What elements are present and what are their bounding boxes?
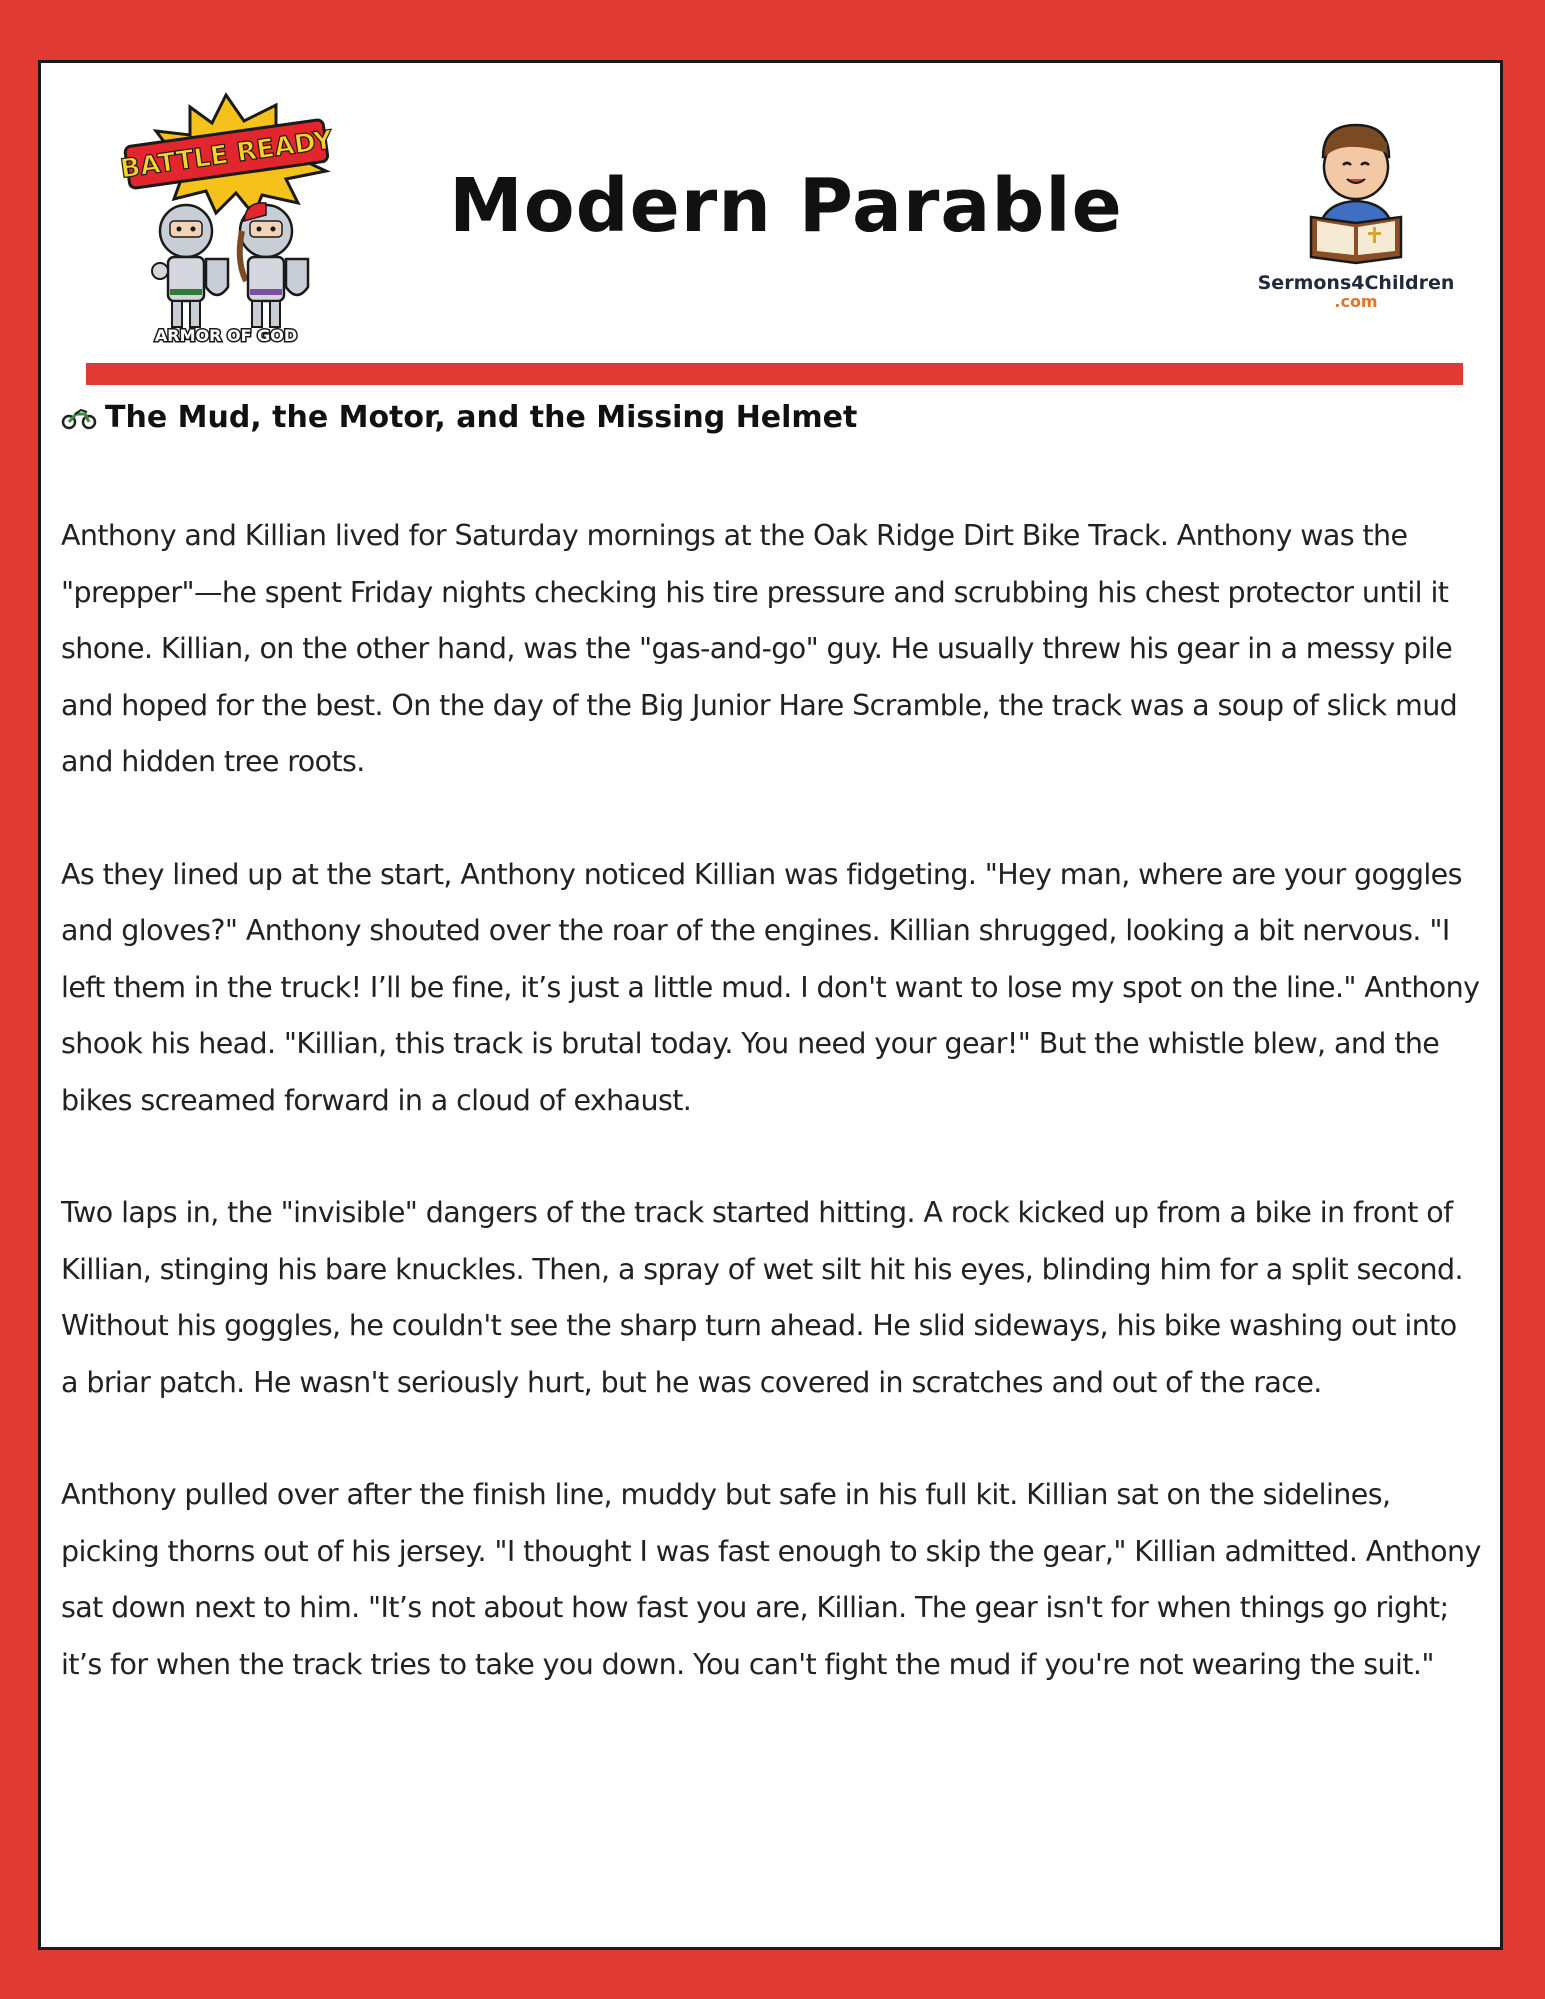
header-divider <box>86 363 1463 385</box>
story-heading <box>61 400 857 435</box>
brand-suffix: .com <box>1334 292 1378 311</box>
story-paragraph: As they lined up at the start, Anthony noticed Killian was fidgeting. "Hey man, where are your goggles and gloves?" Anthony shouted over the roar of the engines. Killian shrugged, looking a bit nervous. "I left them in the truck! I’ll be fine, it’s just a little mud. I don't want to lose my spot on the line." Anthony shook his head. "Killian, this track is brutal today. You need your gear!" But the whistle blew, and the bikes screamed forward in a cloud of exhaust. <box>61 857 1480 1117</box>
story-paragraph: Two laps in, the "invisible" dangers of the track started hitting. A rock kicked up from a bike in front of Killian, stinging his bare knuckles. Then, a spray of wet silt hit his eyes, blinding him for a split second. Without his goggles, he couldn't see the sharp turn ahead. He slid sideways, his bike washing out into a briar patch. He wasn't seriously hurt, but he was covered in scratches and out of the race. <box>61 1196 1463 1399</box>
story-paragraph: Anthony and Killian lived for Saturday mornings at the Oak Ridge Dirt Bike Track. Anthony was the "prepper"—he spent Friday nights checking his tire pressure and scrubbing his chest protector until it shone. Killian, on the other hand, was the "gas-and-go" guy. He usually threw his gear in a messy pile and hoped for the best. On the day of the Big Junior Hare Scramble, the track was a soup of slick mud and hidden tree roots. <box>61 519 1458 778</box>
page-title: Modern Parable <box>449 163 1123 249</box>
story-paragraph: Anthony pulled over after the finish line, muddy but safe in his full kit. Killian sat on the sidelines, picking thorns out of his jersey. "I thought I was fast enough to skip the gear," Killian admitted. Anthony sat down next to him. "It’s not about how fast you are, Killian. The gear isn't for when things go right; it’s for when the track tries to take you down. You can't fight the mud if you're not wearing the suit." <box>61 1478 1481 1681</box>
story-title: The Mud, the Motor, and the Missing Helmet <box>105 400 858 435</box>
logo-caption: ARMOR OF GOD <box>154 326 298 345</box>
story-body <box>61 508 1481 1749</box>
sermons4children-logo <box>1251 113 1461 313</box>
brand-name: Sermons4Children <box>1257 272 1455 294</box>
battle-ready-logo <box>86 91 366 346</box>
motorcycle-icon <box>61 406 97 430</box>
document-page <box>38 60 1503 1950</box>
logo-banner-text: BATTLE READY <box>118 125 335 185</box>
